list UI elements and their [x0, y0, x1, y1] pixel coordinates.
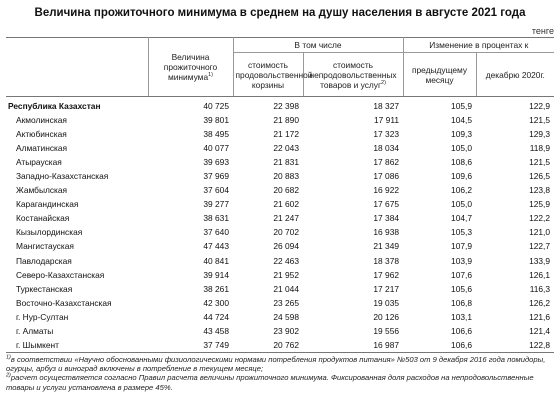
table-row	[6, 141, 554, 155]
nonfood-value: 21 349	[373, 241, 400, 252]
region-name: Акмолинская	[16, 114, 67, 125]
nonfood-value: 17 962	[373, 269, 400, 280]
prev-month-value: 104,5	[451, 114, 473, 125]
footnote-2: $^{2)}$расчет осуществляется согласно Правил расчета величины прожиточного минимума. Фиксированная доля расходов на непродовольственные товары и услуги установлена в размере 45%.	[6, 372, 534, 392]
pm-value: 42 300	[203, 297, 229, 308]
page-title: Величина прожиточного минимума в среднем на душу населения в августе 2021 года	[34, 7, 526, 19]
nonfood-value: 16 922	[373, 185, 400, 196]
pm-value: 47 443	[203, 241, 229, 252]
nonfood-value: 16 987	[373, 340, 400, 351]
table-row	[6, 184, 554, 198]
prev-month-value: 106,2	[451, 185, 473, 196]
food-value: 23 902	[273, 326, 299, 337]
pm-value: 37 749	[203, 340, 229, 351]
header-pm: Величина прожиточного минимума$^{1)}$	[148, 38, 233, 97]
pm-value: 39 801	[203, 114, 229, 125]
nonfood-value: 18 034	[373, 142, 400, 153]
pm-value: 37 604	[203, 185, 229, 196]
food-value: 20 702	[273, 227, 299, 238]
prev-month-value: 109,3	[451, 128, 473, 139]
dec-value: 122,7	[529, 241, 551, 252]
footnote-ref: 2)	[381, 79, 386, 86]
header-food: стоимость продовольственной корзины	[233, 53, 303, 97]
table-row	[6, 268, 554, 282]
prev-month-value: 106,6	[451, 326, 473, 337]
dec-value: 121,0	[529, 227, 551, 238]
food-value: 21 044	[273, 283, 299, 294]
food-value: 21 172	[273, 128, 299, 139]
nonfood-value: 17 911	[374, 114, 400, 125]
dec-value: 126,5	[529, 171, 551, 182]
region-name: Кызылординская	[16, 227, 83, 238]
table-row	[6, 296, 554, 310]
header-region	[6, 38, 148, 97]
table-row	[6, 254, 554, 268]
dec-value: 126,1	[529, 269, 551, 280]
footnotes	[6, 352, 554, 392]
food-value: 20 762	[273, 340, 299, 351]
nonfood-value: 17 217	[373, 283, 400, 294]
food-value: 22 043	[273, 142, 299, 153]
food-value: 22 463	[273, 255, 299, 266]
prev-month-value: 105,6	[451, 283, 473, 294]
region-name: Восточно-Казахстанская	[16, 297, 112, 308]
dec-value: 129,3	[529, 128, 551, 139]
dec-value: 123,8	[529, 185, 551, 196]
table-body	[6, 97, 554, 353]
table-row	[6, 169, 554, 183]
header-prev-month: предыдущему месяцу	[403, 53, 476, 97]
nonfood-value: 18 378	[373, 255, 400, 266]
food-value: 21 952	[273, 269, 299, 280]
pm-value: 37 969	[203, 171, 229, 182]
region-name: Алматинская	[16, 142, 68, 153]
food-value: 26 094	[273, 241, 299, 252]
pm-value: 39 277	[203, 199, 229, 210]
dec-value: 121,5	[529, 156, 551, 167]
food-value: 21 890	[273, 114, 299, 125]
nonfood-value: 20 126	[373, 311, 400, 322]
region-name: Актюбинская	[16, 128, 67, 139]
dec-value: 125,9	[529, 199, 551, 210]
nonfood-value: 19 035	[373, 297, 400, 308]
region-name: Мангистауская	[16, 241, 74, 252]
dec-value: 116,3	[529, 283, 551, 294]
food-value: 20 883	[273, 171, 299, 182]
nonfood-value: 17 675	[373, 199, 400, 210]
table-row	[6, 212, 554, 226]
prev-month-value: 107,6	[451, 269, 473, 280]
table-row	[6, 339, 554, 353]
prev-month-value: 105,0	[451, 199, 473, 210]
region-name: Жамбылская	[16, 185, 68, 196]
dec-value: 122,2	[529, 213, 551, 224]
prev-month-value: 106,6	[451, 340, 473, 351]
region-name: г. Шымкент	[16, 340, 60, 351]
table-row	[6, 240, 554, 254]
region-name: Северо-Казахстанская	[16, 269, 105, 280]
food-value: 21 602	[273, 199, 299, 210]
table-row	[6, 113, 554, 127]
prev-month-value: 103,9	[451, 255, 473, 266]
pm-value: 43 458	[203, 326, 229, 337]
food-value: 22 398	[273, 100, 299, 111]
prev-month-value: 108,6	[451, 156, 473, 167]
header-change: Изменение в процентах к	[403, 38, 554, 53]
region-name: г. Алматы	[16, 326, 54, 337]
prev-month-value: 107,9	[451, 241, 473, 252]
region-name: Атырауская	[16, 156, 62, 167]
food-value: 21 831	[273, 156, 299, 167]
pm-value: 40 077	[203, 142, 229, 153]
region-name: Туркестанская	[16, 283, 73, 294]
dec-value: 122,8	[529, 340, 551, 351]
dec-value: 118,9	[529, 142, 551, 153]
prev-month-value: 105,9	[451, 100, 473, 111]
region-name: Костанайская	[16, 213, 70, 224]
nonfood-value: 17 323	[373, 128, 400, 139]
dec-value: 121,4	[529, 326, 551, 337]
pm-value: 40 841	[203, 255, 229, 266]
prev-month-value: 106,8	[451, 297, 473, 308]
pm-value: 37 640	[203, 227, 229, 238]
region-name: Павлодарская	[16, 255, 72, 266]
prev-month-value: 109,6	[451, 171, 473, 182]
nonfood-value: 17 384	[373, 213, 400, 224]
dec-value: 121,5	[529, 114, 551, 125]
region-name: Карагандинская	[16, 199, 79, 210]
region-name: Республика Казахстан	[8, 100, 101, 111]
nonfood-value: 17 862	[373, 156, 400, 167]
header-dec: декабрю 2020г.	[476, 53, 554, 97]
pm-value: 39 914	[203, 269, 229, 280]
dec-value: 121,6	[529, 311, 551, 322]
table-row	[6, 325, 554, 339]
header-nonfood: стоимость непродовольственных товаров и услуг$^{2)}$	[303, 53, 403, 97]
footnote-ref: 1)	[208, 72, 213, 79]
unit-label: тенге	[531, 26, 554, 36]
pm-value: 38 261	[203, 283, 229, 294]
dec-value: 133,9	[529, 255, 551, 266]
nonfood-value: 16 938	[373, 227, 400, 238]
food-value: 20 682	[273, 185, 299, 196]
header-in-total: В том числе	[233, 38, 403, 53]
pm-value: 38 495	[203, 128, 229, 139]
prev-month-value: 103,1	[451, 311, 473, 322]
food-value: 21 247	[273, 213, 299, 224]
table-row	[6, 282, 554, 296]
prev-month-value: 104,7	[451, 213, 473, 224]
table-row	[6, 198, 554, 212]
food-value: 23 265	[273, 297, 299, 308]
region-name: Западно-Казахстанская	[16, 171, 109, 182]
pm-value: 38 631	[203, 213, 229, 224]
nonfood-value: 18 327	[373, 100, 400, 111]
table-row	[6, 97, 554, 114]
footnote-1: $^{1)}$в соответствии «Научно обоснованными физиологическими нормами потребления продуктов питания» №503 от 9 декабря 2016 года помидоры, огурцы, арбуз и виноград включены в потребление в текущем месяце;	[6, 354, 546, 374]
nonfood-value: 17 086	[373, 171, 400, 182]
dec-value: 122,9	[529, 100, 551, 111]
nonfood-value: 19 556	[373, 326, 400, 337]
dec-value: 126,2	[529, 297, 551, 308]
prev-month-value: 105,0	[451, 142, 473, 153]
region-name: г. Нур-Султан	[16, 311, 69, 322]
prev-month-value: 105,3	[451, 227, 473, 238]
table-row	[6, 310, 554, 324]
table-row	[6, 226, 554, 240]
pm-value: 44 724	[203, 311, 229, 322]
food-value: 24 598	[273, 311, 299, 322]
table-row	[6, 155, 554, 169]
pm-value: 39 693	[203, 156, 229, 167]
pm-value: 40 725	[203, 100, 229, 111]
subsistence-minimum-table	[6, 37, 554, 353]
table-row	[6, 127, 554, 141]
